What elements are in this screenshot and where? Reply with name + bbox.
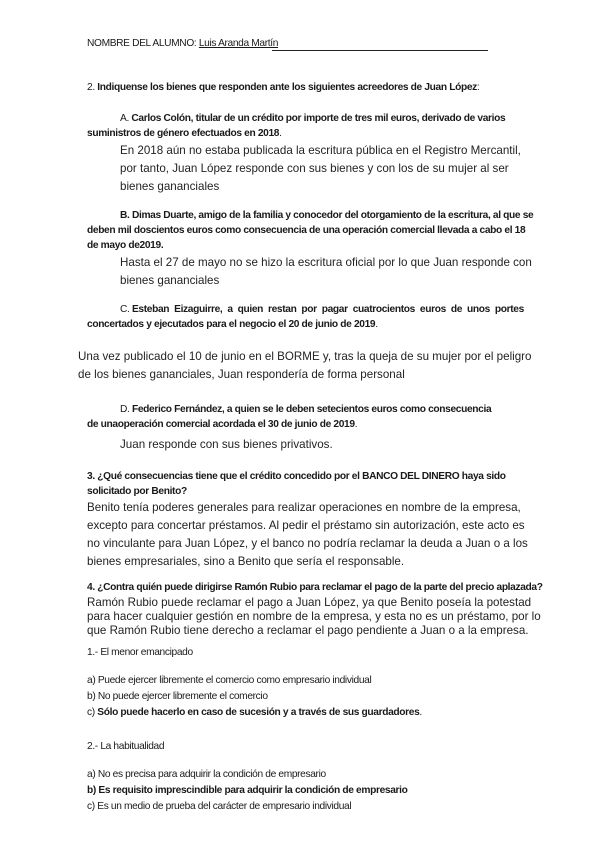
creditor-b-answer-1: Hasta el 27 de mayo no se hizo la escritura oficial por lo que Juan responde con [120,256,532,269]
student-name-label: NOMBRE DEL ALUMNO: [87,38,197,49]
mc2-option-b: b) Es requisito imprescindible para adquirir la condición de empresario [87,785,408,796]
mc1-title: 1.- El menor emancipado [87,647,193,658]
question-3-title-line1: 3. ¿Qué consecuencias tiene que el crédito concedido por el BANCO DEL DINERO haya sido [87,471,506,482]
mc2-title: 2.- La habitualidad [87,741,165,752]
question-3-answer-1: Benito tenía poderes generales para realizar operaciones en nombre de la empresa, [87,501,521,514]
student-name-value: Luis Aranda Martín [198,38,279,49]
question-3-title-line2: solicitado por Benito? [87,486,187,497]
mc2-option-a: a) No es precisa para adquirir la condición de empresario [87,769,326,780]
question-4-answer-1: Ramón Rubio puede reclamar el pago a Juan López, ya que Benito poseía la potestad [87,596,532,609]
name-underline [272,50,488,51]
creditor-c-line1: C. Esteban Eizaguirre, a quien restan por pagar cuatrocientos euros de unos portes [120,304,524,315]
creditor-d-line1: D. Federico Fernández, a quien se le deben setecientos euros como consecuencia [120,404,492,415]
creditor-a-line2: suministros de género efectuados en 2018. [87,128,282,139]
creditor-a-line1: A. Carlos Colón, titular de un crédito por importe de tres mil euros, derivado de varios [120,113,506,124]
mc2-option-c: c) Es un medio de prueba del carácter de empresario individual [87,801,352,812]
question-4-answer-2: para hacer cualquier gestión en nombre de la empresa, y esta no es un préstamo, por lo [87,610,541,623]
creditor-a-answer-1: En 2018 aún no estaba publicada la escritura pública en el Registro Mercantil, [120,144,521,157]
question-2-title: 2. Indiquense los bienes que responden ante los siguientes acreedores de Juan López: [87,82,480,93]
creditor-a-answer-3: bienes gananciales [120,180,220,193]
creditor-b-line2: deben mil doscientos euros como consecuencia de una operación comercial llevada a cabo el 18 [87,225,526,236]
creditor-a-answer-2: por tanto, Juan López responde con sus bienes y con los de su mujer al ser [120,162,509,175]
question-4-answer-3: que Ramón Rubio tiene derecho a reclamar el pago pendiente a Juan o a la empresa. [87,624,529,637]
creditor-b-line3: de mayo de2019. [87,240,164,251]
question-3-answer-3: no vinculante para Juan López, y el banco no podría reclamar la deuda a Juan o a los [87,537,528,550]
student-name-line [87,38,278,49]
question-3-answer-2: excepto para concertar préstamos. Al pedir el préstamo sin autorización, este acto es [87,519,525,532]
creditor-b-answer-2: bienes gananciales [120,274,220,287]
creditor-d-answer: Juan responde con sus bienes privativos. [120,438,333,451]
mc1-option-b: b) No puede ejercer libremente el comercio [87,691,268,702]
question-3-answer-4: bienes empresariales, sino a Benito que sería el responsable. [87,555,405,568]
creditor-c-answer-2: de los bienes gananciales, Juan respondería de forma personal [78,368,405,381]
creditor-c-answer-1: Una vez publicado el 10 de junio en el BORME y, tras la queja de su mujer por el peligro [78,350,532,363]
creditor-b-line1: B. Dimas Duarte, amigo de la familia y conocedor del otorgamiento de la escritura, al que se [120,210,534,221]
mc1-option-c: c) Sólo puede hacerlo en caso de sucesión y a través de sus guardadores. [87,707,422,718]
mc1-option-a: a) Puede ejercer libremente el comercio como empresario individual [87,675,372,686]
creditor-c-line2: concertados y ejecutados para el negocio el 20 de junio de 2019. [87,319,378,330]
creditor-d-line2: de unaoperación comercial acordada el 30 de junio de 2019. [87,419,358,430]
question-4-title: 4. ¿Contra quién puede dirigirse Ramón Rubio para reclamar el pago de la parte del precio aplazada? [87,582,543,593]
